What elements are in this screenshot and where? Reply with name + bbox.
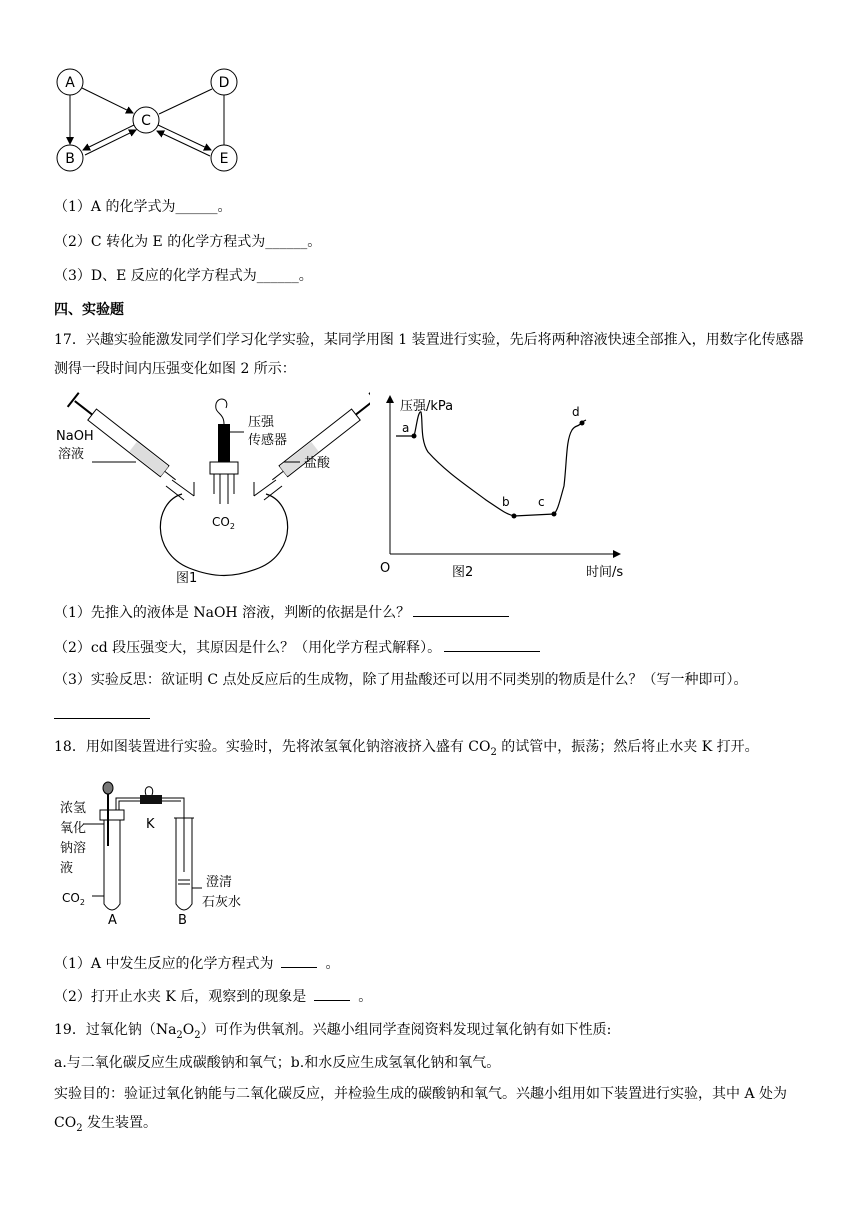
label-pressure: 压强: [248, 415, 275, 430]
q19-intro: 19．过氧化钠$(Na_2O_2)$可作为供氧剂。兴趣小组同学查阅资料发现过氧化钠有如下性质:: [54, 1022, 612, 1041]
edge-d-c: [159, 89, 212, 114]
label-limewater-1: 澄清: [206, 875, 233, 890]
point-a-label: a: [402, 421, 410, 435]
svg-text:A: A: [65, 75, 75, 91]
label-naoh-4: 液: [60, 861, 74, 876]
q18-part2: （2）打开止水夹 K 后，观察到的现象是 。: [54, 986, 372, 1006]
point-c-label: c: [538, 495, 545, 509]
edge-a-c: [82, 88, 133, 113]
point-d-label: d: [572, 405, 580, 419]
q16-part2: （2）C 转化为 E 的化学方程式为______。: [54, 234, 322, 250]
q17-part2: （2）cd 段压强变大，其原因是什么？（用化学方程式解释）。: [54, 637, 540, 657]
point-b: [512, 514, 517, 519]
node-e: [211, 145, 237, 171]
q18-part1: （1）A 中发生反应的化学方程式为 。: [54, 953, 339, 973]
figure1-caption: 图1: [176, 571, 198, 586]
point-d: [580, 421, 585, 426]
label-naoh-solution: 溶液: [58, 447, 85, 462]
relation-diagram: [50, 62, 250, 177]
svg-text:B: B: [65, 151, 75, 167]
q17-part3: （3）实验反思：欲证明 C 点处反应后的生成物，除了用盐酸还可以用不同类别的物质是什么？（写一种即可）。: [54, 672, 748, 688]
label-hcl: 盐酸: [304, 456, 331, 471]
svg-text:C: C: [141, 113, 151, 129]
node-d: [211, 69, 237, 95]
label-sensor: 传感器: [248, 433, 288, 448]
q17-intro: 17．兴趣实验能激发同学们学习化学实验，某同学用图 1 装置进行实验，先后将两种溶液快速全部推入，用数字化传感器测得一段时间内压强变化如图 2 所示：: [54, 332, 804, 377]
label-co2-tube: $CO_2$: [62, 891, 85, 907]
label-naoh-2: 氧化: [60, 821, 87, 836]
section-heading: 四、实验题: [54, 302, 124, 318]
x-axis-label: 时间/s: [586, 565, 624, 580]
q16-part1: （1）A 的化学式为______。: [54, 199, 232, 215]
q17-figure2: [376, 390, 646, 586]
node-c: [133, 107, 159, 133]
point-c: [552, 512, 557, 517]
edge-c-b: [83, 125, 134, 150]
label-tube-b: B: [178, 913, 187, 926]
edge-e-c: [157, 131, 210, 156]
edge-b-c: [85, 130, 136, 155]
svg-text:D: D: [218, 75, 230, 91]
pressure-curve: [396, 412, 586, 516]
q18-figure: [54, 776, 274, 926]
q17-part1: （1）先推入的液体是 NaOH 溶液，判断的依据是什么？: [54, 602, 509, 622]
q17-figure1: [54, 392, 370, 588]
label-limewater-2: 石灰水: [202, 895, 242, 910]
figure2-caption: 图2: [452, 565, 474, 580]
label-naoh-3: 钠溶: [60, 841, 87, 856]
label-naoh-1: 浓氢: [60, 801, 87, 816]
point-a: [412, 434, 417, 439]
point-b-label: b: [502, 495, 510, 509]
q16-part3: （3）D、E 反应的化学方程式为______。: [54, 268, 313, 284]
label-naoh: NaOH: [56, 429, 94, 444]
q19-purpose: 实验目的：验证过氧化钠能与二氧化碳反应，并检验生成的碳酸钠和氧气。兴趣小组用如下装置进行实验，其中 A 处为 $CO_2$ 发生装置。: [54, 1086, 788, 1134]
q18-intro: 18．用如图装置进行实验。实验时，先将浓氢氧化钠溶液挤入盛有 $CO_2$ 的试管中，振荡；然后将止水夹 K 打开。: [54, 739, 759, 758]
origin-label: O: [380, 561, 391, 576]
q19-properties: a.与二氧化碳反应生成碳酸钠和氧气；b.和水反应生成氢氧化钠和氧气。: [54, 1055, 501, 1071]
label-co2: $CO_2$: [212, 515, 235, 531]
q17-answer-blank: [54, 718, 150, 719]
edge-c-e: [158, 125, 211, 150]
node-a: [57, 69, 83, 95]
label-tube-a: A: [108, 913, 117, 926]
svg-text:E: E: [219, 151, 229, 167]
node-b: [57, 145, 83, 171]
label-k: K: [146, 817, 155, 832]
y-axis-label: 压强/kPa: [400, 399, 454, 414]
